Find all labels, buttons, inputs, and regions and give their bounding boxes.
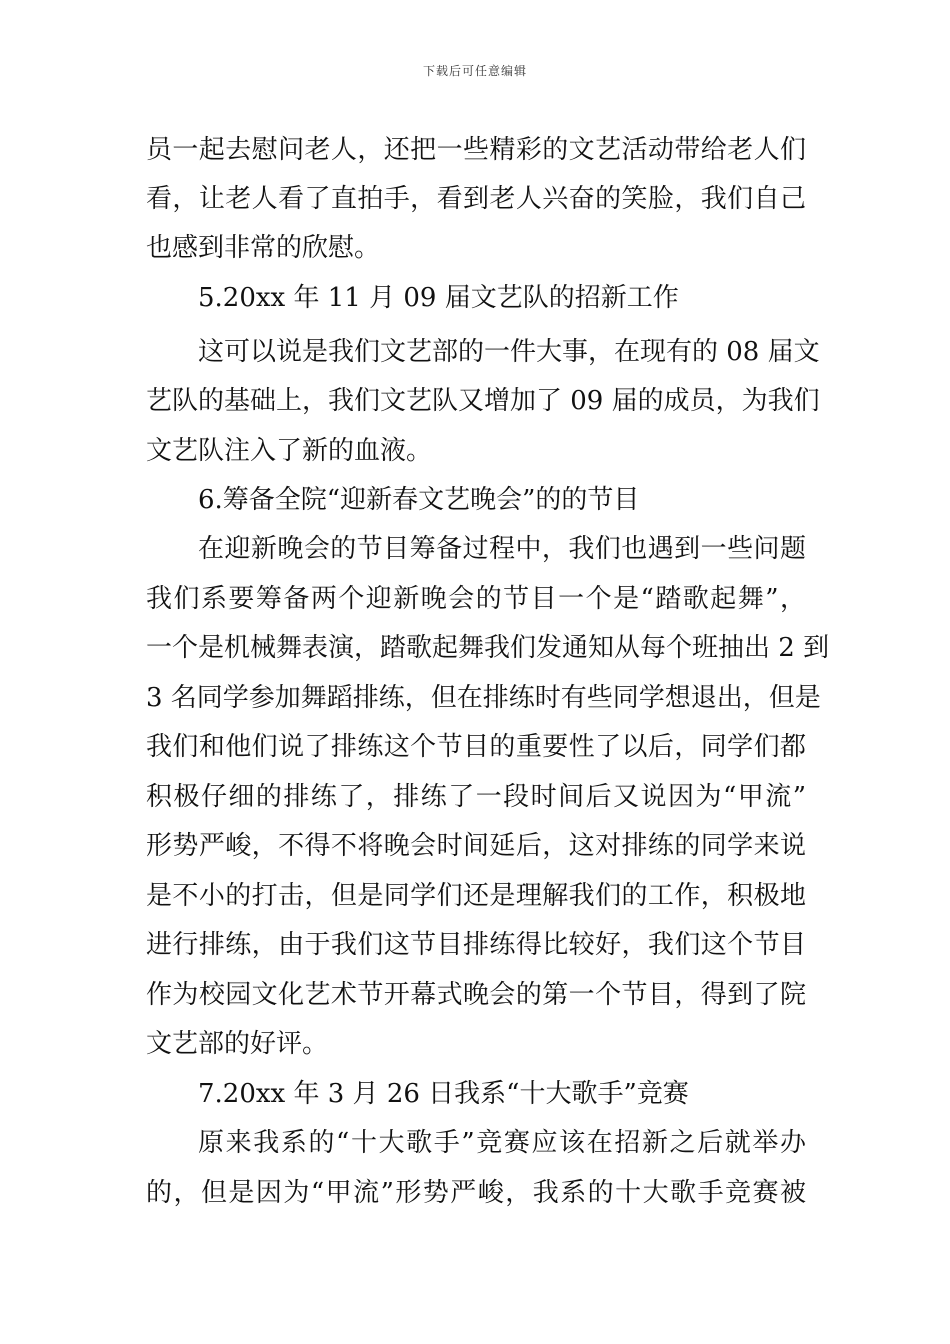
text-line: 积极仔细的排练了，排练了一段时间后又说因为“甲流” xyxy=(146,782,806,812)
section-heading: 5.20xx 年 11 月 09 届文艺队的招新工作 xyxy=(198,283,679,313)
text-line: 一个是机械舞表演，踏歌起舞我们发通知从每个班抽出 2 到 xyxy=(146,633,830,663)
page-header: 下载后可任意编辑 xyxy=(422,64,527,78)
text-line: 形势严峻，不得不将晚会时间延后，这对排练的同学来说 xyxy=(146,831,806,861)
text-line: 作为校园文化艺术节开幕式晚会的第一个节目，得到了院 xyxy=(146,980,806,1010)
text-line: 看，让老人看了直拍手，看到老人兴奋的笑脸，我们自己 xyxy=(146,184,806,214)
text-line: 在迎新晚会的节目筹备过程中，我们也遇到一些问题 xyxy=(198,534,806,564)
text-line: 3 名同学参加舞蹈排练，但在排练时有些同学想退出，但是 xyxy=(146,683,821,713)
text-line: 进行排练，由于我们这节目排练得比较好，我们这个节目 xyxy=(146,930,806,960)
text-line: 原来我系的“十大歌手”竞赛应该在招新之后就举办 xyxy=(198,1128,806,1158)
section-heading: 7.20xx 年 3 月 26 日我系“十大歌手”竞赛 xyxy=(198,1079,689,1109)
text-line: 我们和他们说了排练这个节目的重要性了以后，同学们都 xyxy=(146,732,806,762)
text-line: 我们系要筹备两个迎新晚会的节目一个是“踏歌起舞”， xyxy=(146,584,806,614)
text-line: 是不小的打击，但是同学们还是理解我们的工作，积极地 xyxy=(146,881,806,911)
text-line: 文艺队注入了新的血液。 xyxy=(146,436,433,466)
text-line: 的，但是因为“甲流”形势严峻，我系的十大歌手竞赛被 xyxy=(146,1178,806,1208)
text-line: 员一起去慰问老人，还把一些精彩的文艺活动带给老人们 xyxy=(146,135,806,165)
text-line: 也感到非常的欣慰。 xyxy=(146,233,381,263)
text-line: 这可以说是我们文艺部的一件大事，在现有的 08 届文 xyxy=(198,337,820,367)
text-line: 文艺部的好评。 xyxy=(146,1029,329,1059)
text-line: 艺队的基础上，我们文艺队又增加了 09 届的成员，为我们 xyxy=(146,386,820,416)
section-heading: 6.筹备全院“迎新春文艺晚会”的的节目 xyxy=(198,485,640,515)
